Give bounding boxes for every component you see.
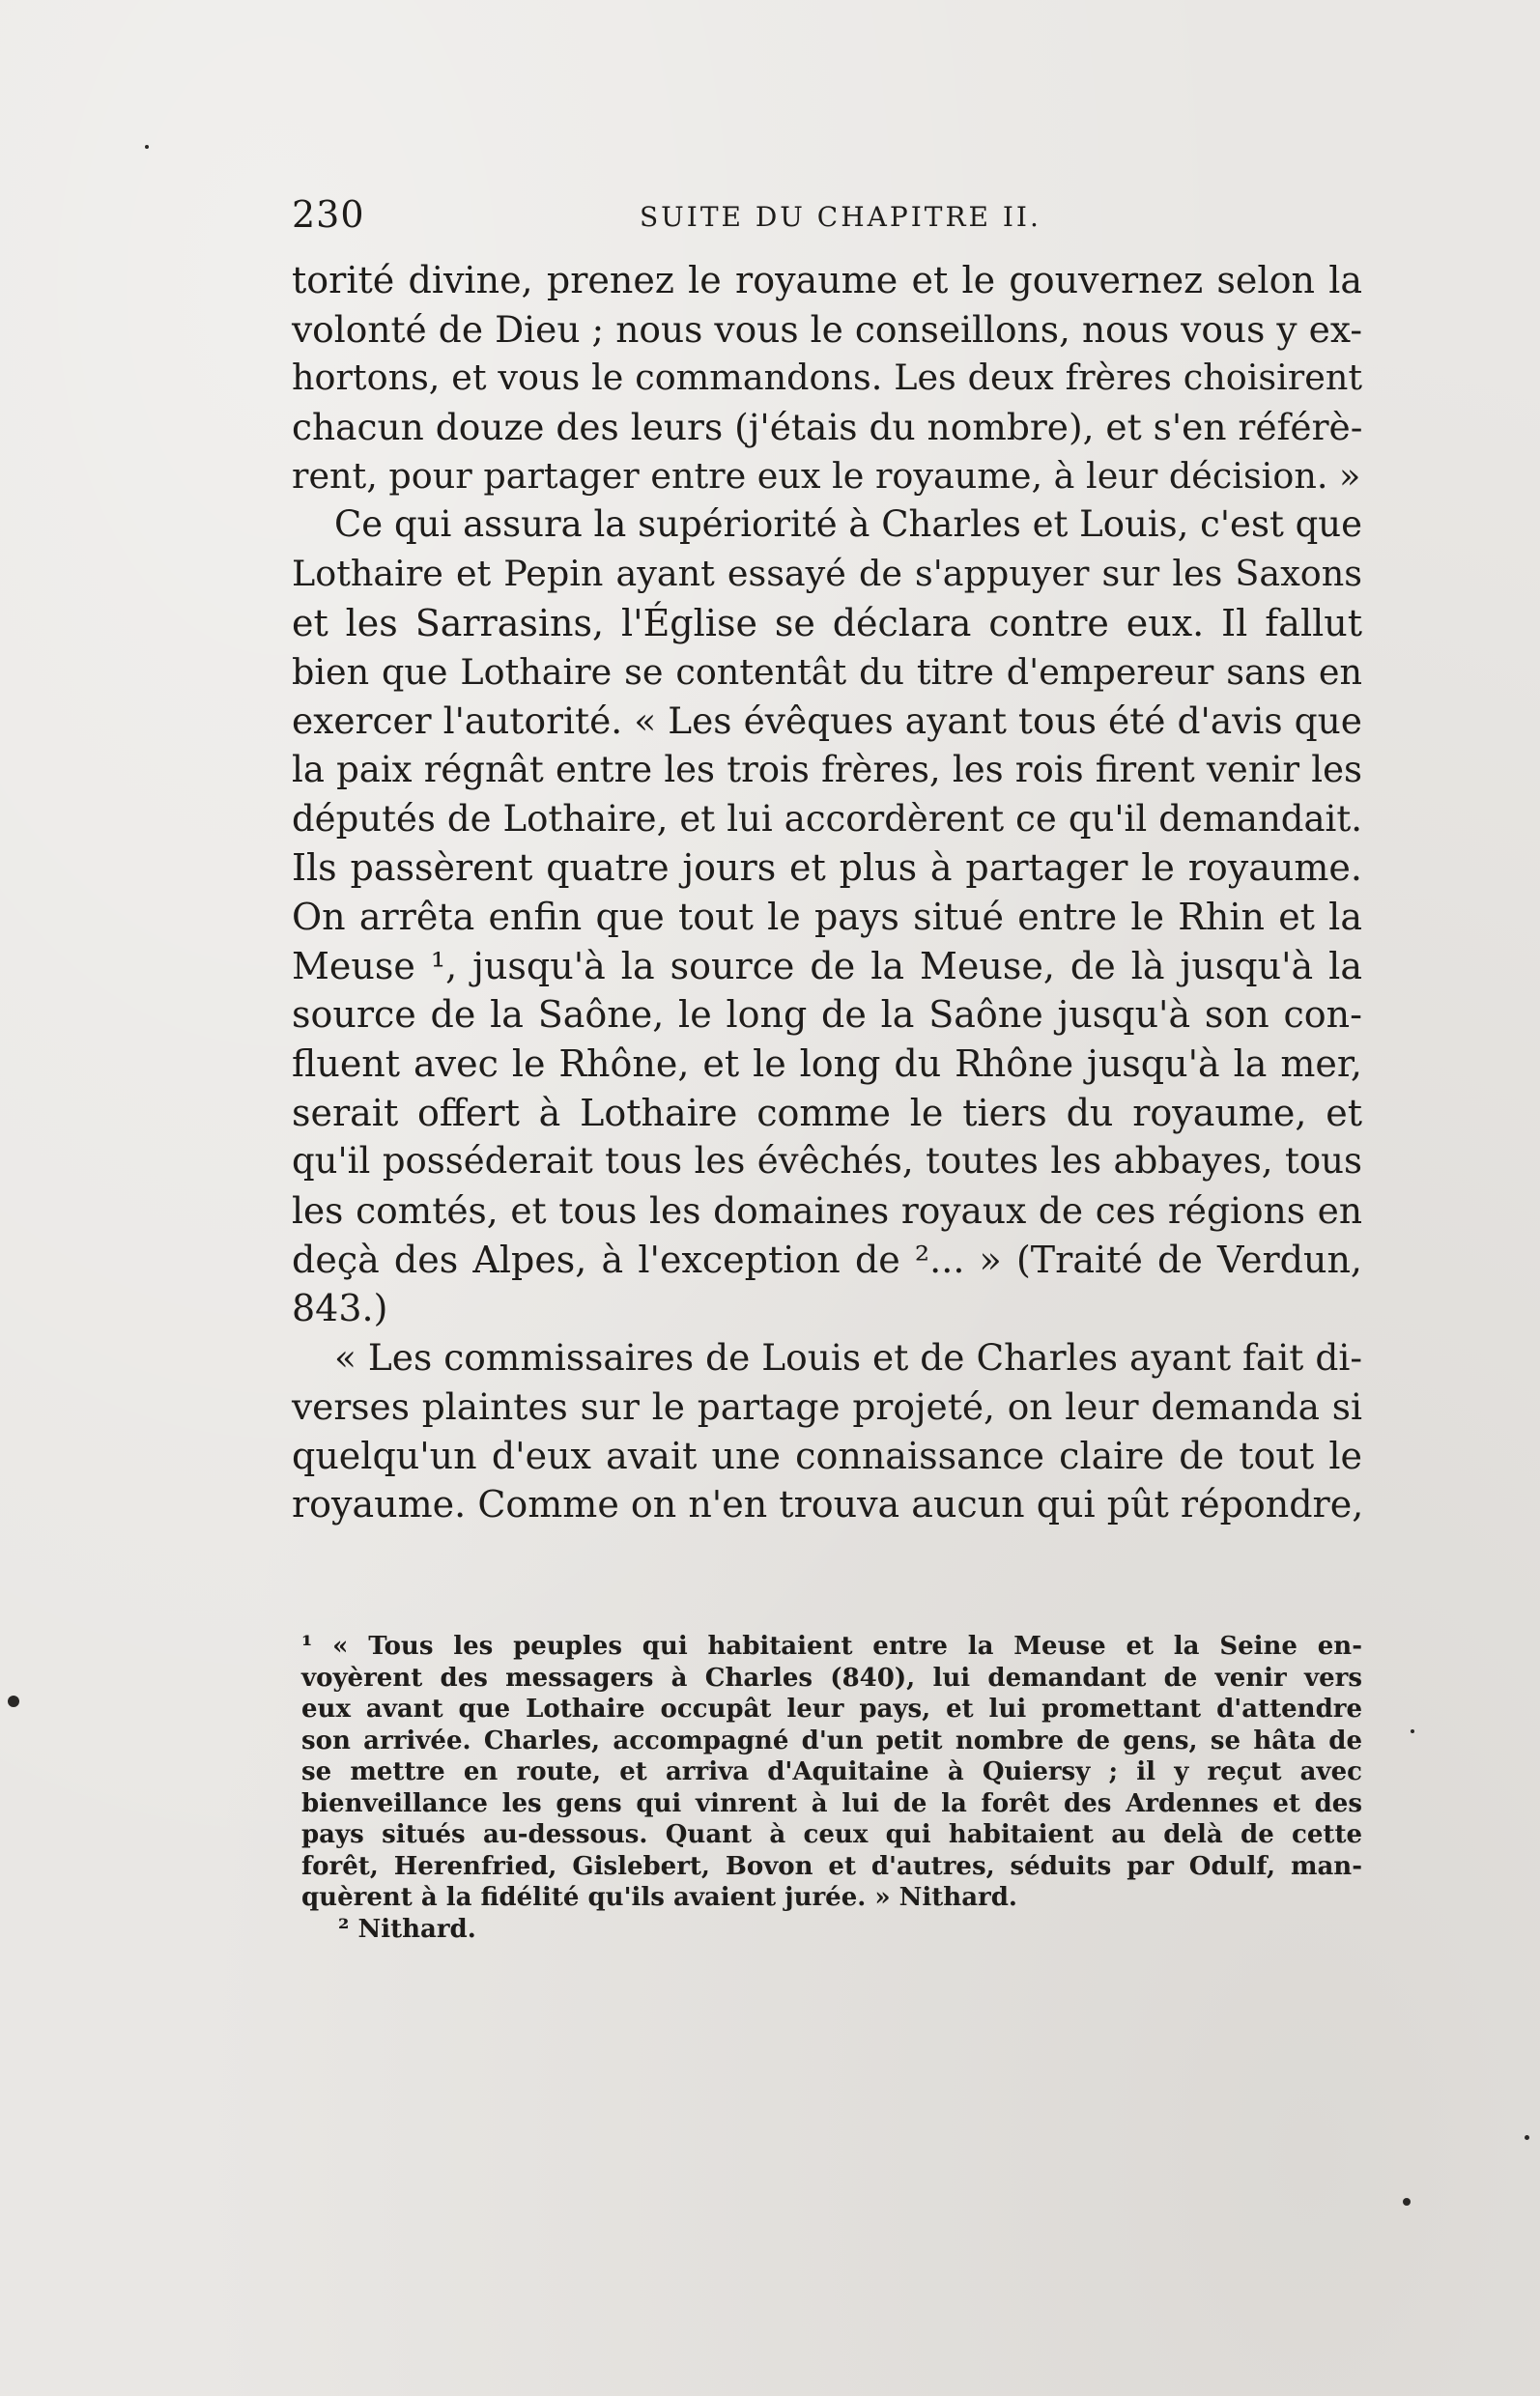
text-line: deçà des Alpes, à l'exception de ²... » (Traité de Verdun,: [292, 1238, 1362, 1281]
footnote-line: quèrent à la fidélité qu'ils avaient jurée. » Nithard.: [301, 1883, 1017, 1912]
text-line: rent, pour partager entre eux le royaume, à leur décision. »: [292, 454, 1361, 497]
text-line: volonté de Dieu ; nous vous le conseillons, nous vous y ex-: [292, 307, 1362, 351]
footnote-line: ² Nithard.: [338, 1914, 476, 1944]
paper-speck: [145, 145, 149, 149]
footnote-line: ¹ « Tous les peuples qui habitaient entre la Meuse et la Seine en-: [301, 1632, 1362, 1661]
text-line: la paix régnât entre les trois frères, les rois firent venir les: [292, 748, 1362, 790]
text-line: Meuse ¹, jusqu'à la source de la Meuse, de là jusqu'à la: [292, 944, 1362, 987]
paragraph-start-line: « Les commissaires de Louis et de Charles ayant fait di-: [334, 1336, 1362, 1380]
page-number: 230: [292, 193, 365, 236]
text-line: fluent avec le Rhône, et le long du Rhône jusqu'à la mer,: [292, 1042, 1362, 1085]
text-line: bien que Lothaire se contentât du titre d'empereur sans en: [292, 650, 1362, 693]
text-line: verses plaintes sur le partage projeté, on leur demanda si: [292, 1384, 1362, 1428]
body-text: [292, 256, 1362, 1529]
text-line: On arrêta enfin que tout le pays situé entre le Rhin et la: [292, 895, 1362, 938]
footnote-line: bienveillance les gens qui vinrent à lui de la forêt des Ardennes et des: [301, 1788, 1362, 1818]
text-line: quelqu'un d'eux avait une connaissance claire de tout le: [292, 1434, 1362, 1477]
paper-speck: [1525, 2135, 1529, 2140]
footnote-line: voyèrent des messagers à Charles (840), lui demandant de venir vers: [301, 1663, 1362, 1693]
text-line: 843.): [292, 1287, 388, 1330]
footnote-line: se mettre en route, et arriva d'Aquitaine à Quiersy ; il y reçut avec: [301, 1757, 1362, 1786]
text-line: députés de Lothaire, et lui accordèrent ce qu'il demandait.: [292, 797, 1362, 840]
footnote-line: pays situés au-dessous. Quant à ceux qui habitaient au delà de cette: [301, 1820, 1362, 1849]
text-line: Ils passèrent quatre jours et plus à partager le royaume.: [292, 846, 1362, 890]
text-line: les comtés, et tous les domaines royaux de ces régions en: [292, 1189, 1362, 1233]
text-line: royaume. Comme on n'en trouva aucun qui pût répondre,: [292, 1483, 1364, 1526]
page-header: [292, 193, 1362, 247]
text-line: Lothaire et Pepin ayant essayé de s'appuyer sur les Saxons: [292, 553, 1362, 595]
text-line: serait offert à Lothaire comme le tiers du royaume, et: [292, 1091, 1362, 1134]
footnote-line: forêt, Herenfried, Gislebert, Bovon et d'autres, séduits par Odulf, man-: [301, 1851, 1362, 1881]
text-line: et les Sarrasins, l'Église se déclara contre eux. Il fallut: [292, 601, 1362, 644]
paragraph-start-line: Ce qui assura la supériorité à Charles et Louis, c'est que: [334, 503, 1362, 546]
text-line: exercer l'autorité. « Les évêques ayant tous été d'avis que: [292, 699, 1362, 743]
text-line: qu'il posséderait tous les évêchés, toutes les abbayes, tous: [292, 1140, 1362, 1183]
paper-speck: [8, 1696, 19, 1707]
text-line: source de la Saône, le long de la Saône jusqu'à son con-: [292, 993, 1362, 1037]
running-head: SUITE DU CHAPITRE II.: [640, 201, 1041, 233]
paper-speck: [1411, 1729, 1414, 1733]
text-line: hortons, et vous le commandons. Les deux frères choisirent: [292, 357, 1362, 399]
footnotes: [301, 1631, 1362, 1945]
footnote-line: eux avant que Lothaire occupât leur pays, et lui promettant d'attendre: [301, 1695, 1362, 1724]
text-line: torité divine, prenez le royaume et le gouvernez selon la: [292, 259, 1362, 301]
paper-speck: [1403, 2198, 1411, 2206]
footnote-line: son arrivée. Charles, accompagné d'un petit nombre de gens, se hâta de: [301, 1726, 1362, 1755]
text-line: chacun douze des leurs (j'étais du nombre), et s'en référè-: [292, 406, 1363, 449]
